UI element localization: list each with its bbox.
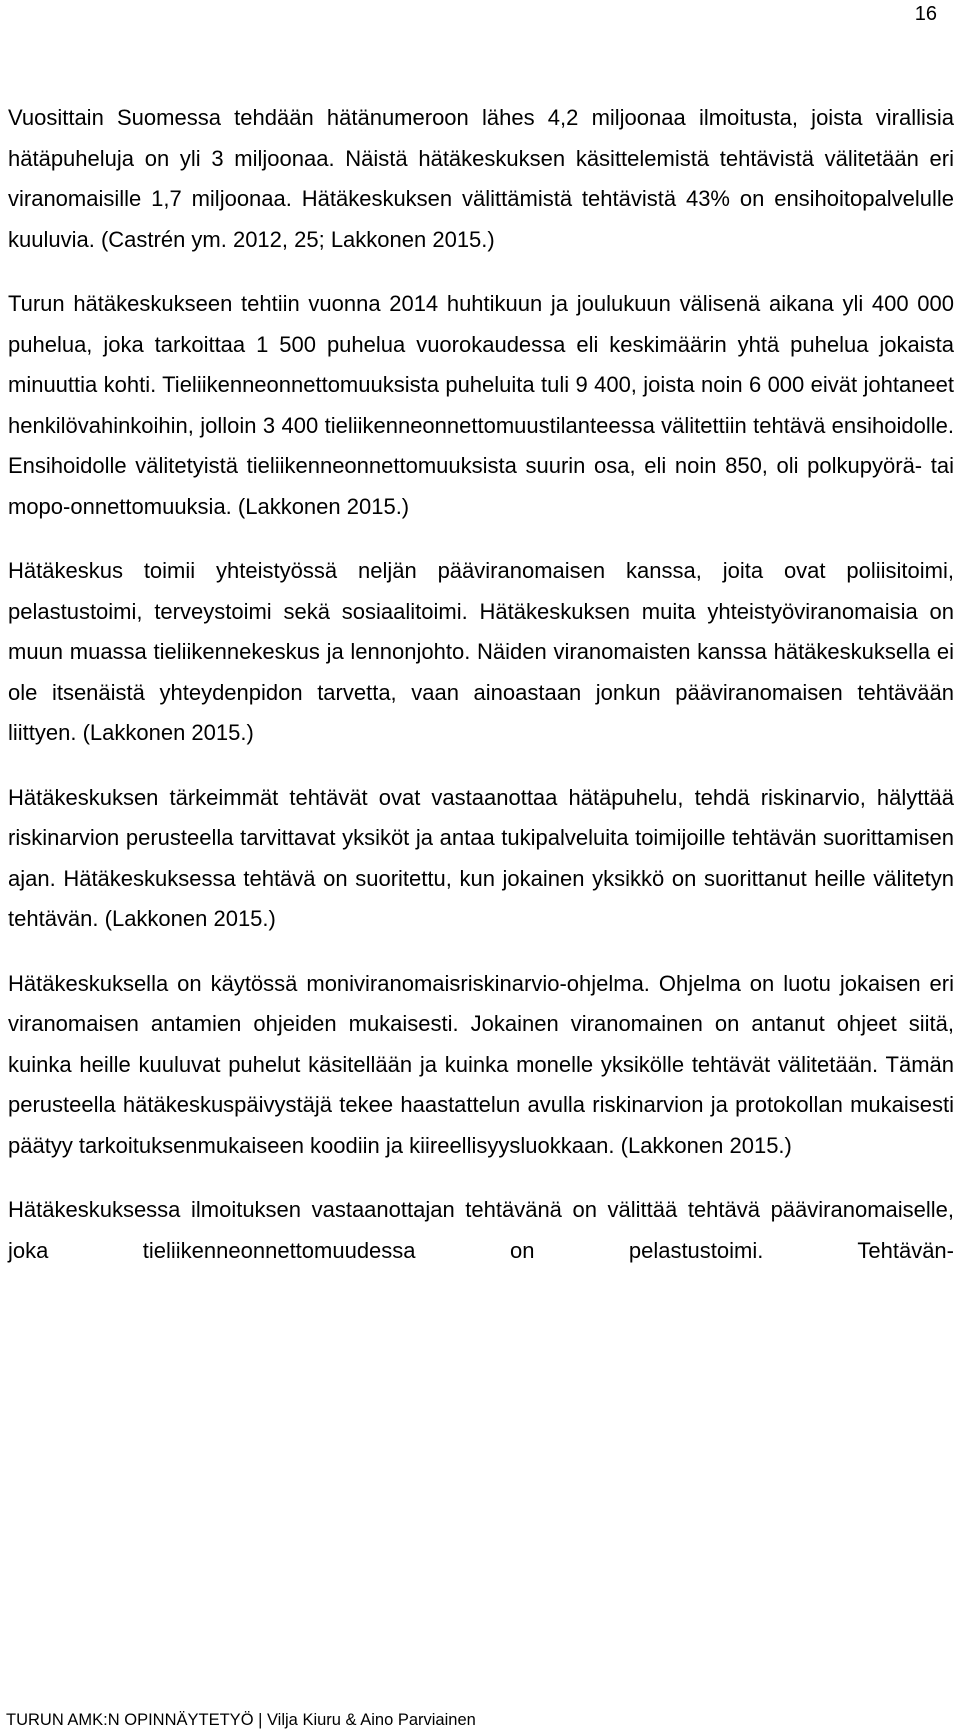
paragraph-risk-assessment-program: Hätäkeskuksella on käytössä moniviranomaisriskinarvio-ohjelma. Ohjelma on luotu jokaisen eri viranomaisen antamien ohjeiden mukaisesti. Jokainen viranomainen on antanut ohjeet siitä, kuinka heille kuuluvat puhelut käsitellään ja kuinka monelle yksikölle tehtävät välitetään. Tämän perusteella hätäkeskuspäivystäjä tekee haastattelun avulla riskinarvion ja protokollan mukaisesti päätyy tarkoituksenmukaiseen koodiin ja kiireellisyysluokkaan. (Lakkonen 2015.) [8,970,954,1158]
paragraph-cooperation-authorities: Hätäkeskus toimii yhteistyössä neljän pääviranomaisen kanssa, joita ovat poliisitoimi, pelastustoimi, terveystoimi sekä sosiaalitoimi. Hätäkeskuksen muita yhteistyöviranomaisia on muun muassa tieliikennekeskus ja lennonjohto. Näiden viranomaisten kanssa hätäkeskuksella ei ole itsenäistä yhteydenpidon tarvetta, vaan ainoastaan jonkun pääviranomaisen tehtävään liittyen. (Lakkonen 2015.) [8,558,954,745]
page-footer: TURUN AMK:N OPINNÄYTETYÖ | Vilja Kiuru & Aino Parviainen [6,1711,476,1729]
paragraph-main-tasks: Hätäkeskuksen tärkeimmät tehtävät ovat vastaanottaa hätäpuhelu, tehdä riskinarvio, hälyttää riskinarvion perusteella tarvittavat yksiköt ja antaa tukipalveluita toimijoille tehtävän suorittamisen ajan. Hätäkeskuksessa tehtävä on suoritettu, kun jokainen yksikkö on suorittanut heille välitetyn tehtävän. (Lakkonen 2015.) [8,784,954,931]
page-number: 16 [914,3,937,25]
paragraph-emergency-call-statistics: Vuosittain Suomessa tehdään hätänumeroon lähes 4,2 miljoonaa ilmoitusta, joista virallisia hätäpuheluja on yli 3 miljoonaa. Näistä hätäkeskuksen käsittelemistä tehtävistä välitetään eri viranomaisille 1,7 miljoonaa. Hätäkeskuksen välittämistä tehtävistä 43% on ensihoitopalvelulle kuuluvia. (Castrén ym. 2012, 25; Lakkonen 2015.) [8,105,954,252]
paragraph-turku-emergency-centre: Turun hätäkeskukseen tehtiin vuonna 2014 huhtikuun ja joulukuun välisenä aikana yli 400 000 puhelua, joka tarkoittaa 1 500 puhelua vuorokaudessa eli keskimäärin yhtä puhelua jokaista minuuttia kohti. Tieliikenneonnettomuuksista puheluita tuli 9 400, joista noin 6 000 eivät johtaneet henkilövahinkoihin, jolloin 3 400 tieliikenneonnettomuustilanteessa välitettiin tehtävä ensihoidolle. Ensihoidolle välitetyistä tieliikenneonnettomuuksista suurin osa, eli noin 850, oli polkupyörä- tai mopo-onnettomuuksia. (Lakkonen 2015.) [8,291,954,519]
document-body [8,98,954,1295]
paragraph-call-receiver-role: Hätäkeskuksessa ilmoituksen vastaanottajan tehtävänä on välittää tehtävä pääviranomaiselle, joka tieliikenneonnettomuudessa on pelastustoimi. Tehtävän- [8,1197,954,1263]
